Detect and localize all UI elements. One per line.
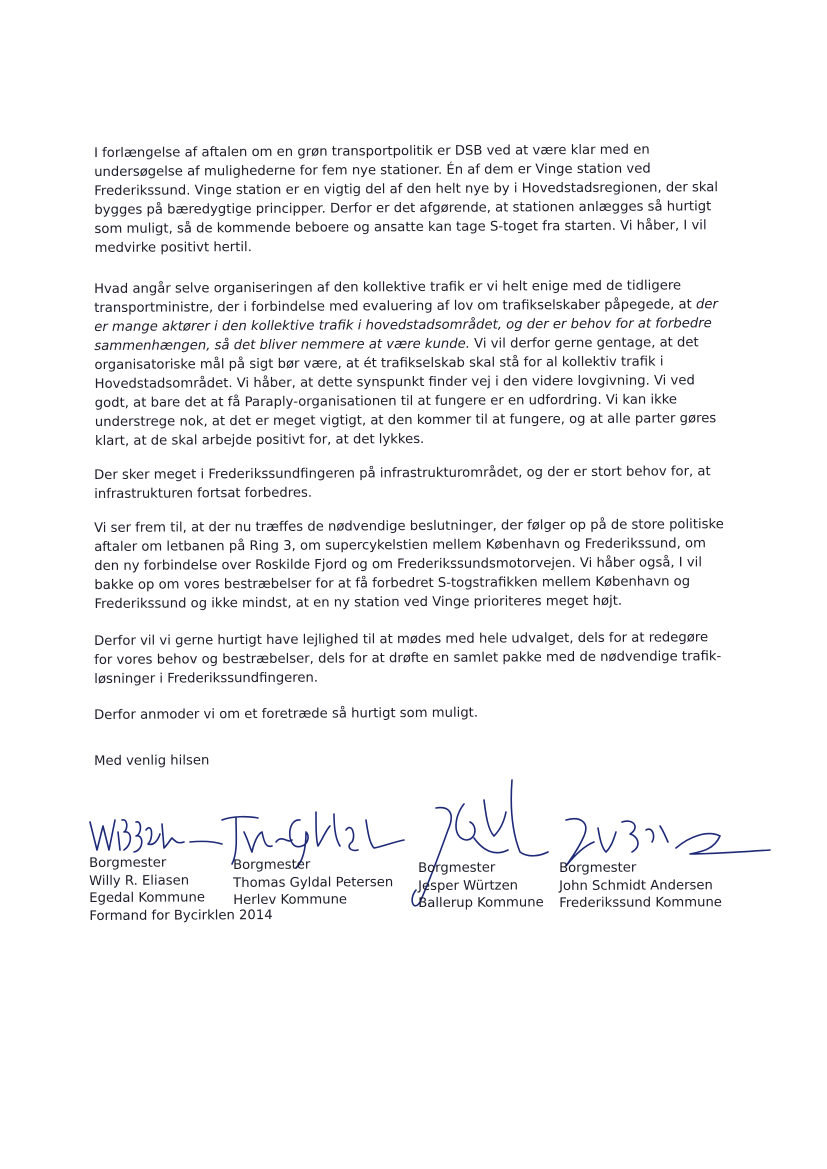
text-line: godt, at bare det at få Paraply-organisationen til at fungere er en udfordring. Vi kan ikke <box>94 392 678 411</box>
paragraph-audience-request <box>94 702 734 725</box>
signatory-title: Borgmester <box>89 855 167 871</box>
text-line: løsninger i Frederikssundfingeren. <box>94 670 319 687</box>
text-line: bygges på bæredygtige principper. Derfor er det afgørende, at stationen anlægges så hurtigt <box>94 199 712 218</box>
signatory-municipality: Frederikssund Kommune <box>559 895 722 911</box>
text-line: bakke op om vores bestræbelser for at få forbedret S-togstrafikken mellem København og <box>94 574 691 593</box>
signature-willy-eliasen <box>90 820 222 852</box>
signatory-4 <box>559 859 722 912</box>
text-line: infrastrukturen fortsat forbedres. <box>94 485 313 502</box>
italic-text: der <box>691 297 718 313</box>
text-line: Hvad angår selve organiseringen af den kollektive trafik er vi helt enige med de tidligere <box>94 278 682 297</box>
signatory-title: Borgmester <box>418 860 496 876</box>
text-line: Hovedstadsområdet. Vi håber, at dette synspunkt finder vej i den videre lovgivning. Vi ved <box>94 373 695 392</box>
text-line: den ny forbindelse over Roskilde Fjord og om Frederikssundsmotorvejen. Vi håber også, I vil <box>94 555 703 574</box>
text-segment: transportministre, der i forbindelse med evaluering af lov om trafikselskaber påpegede, at <box>94 297 692 316</box>
text-segment: Vi vil derfor gerne gentage, at det <box>469 335 699 352</box>
text-line: Derfor vil vi gerne hurtigt have lejlighed til at mødes med hele udvalget, dels for at redegøre <box>94 630 709 649</box>
text-line: Frederikssund og ikke mindst, at en ny station ved Vinge prioriteres meget højt. <box>94 593 623 612</box>
signatory-municipality: Ballerup Kommune <box>418 895 544 911</box>
text-line: I forlængelse af aftalen om en grøn transportpolitik er DSB ved at være klar med en <box>94 142 650 161</box>
signatory-name: Jesper Würtzen <box>418 877 519 894</box>
signatory-title: Borgmester <box>559 860 637 876</box>
text-line: klart, at de skal arbejde positivt for, at det lykkes. <box>94 431 425 449</box>
italic-text: er mange aktører i den kollektive trafik i hovedstadsområdet, og der er behov for at forbedre <box>94 316 712 335</box>
text-line: undersøgelse af mulighederne for fem nye stationer. Én af dem er Vinge station ved <box>94 161 651 180</box>
paragraph-decisions <box>94 515 735 614</box>
text-line: Der sker meget i Frederikssundfingeren på infrastrukturområdet, og der er stort behov for, at <box>94 464 711 483</box>
text-line: Med venlig hilsen <box>94 753 210 769</box>
text-line: medvirke positivt hertil. <box>94 240 252 256</box>
text-line: understrege nok, at det er meget vigtigt, at den kommer til at fungere, og at alle parter gøres <box>94 411 717 430</box>
signatory-municipality: Egedal Kommune <box>89 890 205 906</box>
signatory-role: Formand for Bycirklen 2014 <box>89 907 273 924</box>
signatory-name: Willy R. Eliasen <box>89 872 190 889</box>
signatory-3 <box>418 859 544 912</box>
text-line: organisatoriske mål på sigt bør være, at ét trafikselskab skal stå for al kollektiv trafik i <box>94 354 664 373</box>
paragraph-organisation <box>94 276 735 451</box>
signatory-name: John Schmidt Andersen <box>559 877 713 894</box>
paragraph-meeting-request <box>94 628 734 689</box>
italic-text: sammenhængen, så det bliver nemmere at være kunde. <box>94 336 470 354</box>
text-line: for vores behov og bestræbelser, dels for at drøfte en samlet pakke med de nødvendige trafik- <box>94 649 722 668</box>
signature-block <box>0 760 827 960</box>
text-line: Derfor anmoder vi om et foretræde så hurtigt som muligt. <box>94 705 479 723</box>
signatory-municipality: Herlev Kommune <box>233 892 348 908</box>
text-line: aftaler om letbanen på Ring 3, om supercykelstien mellem København og Frederikssund, om <box>94 536 706 555</box>
paragraph-infrastructure <box>94 462 734 504</box>
text-line: som muligt, så de kommende beboere og ansatte kan tage S-toget fra starten. Vi håber, I vil <box>94 218 707 237</box>
paragraph-dsb-stations <box>94 140 735 258</box>
text-line: Vi ser frem til, at der nu træffes de nødvendige beslutninger, der følger op på de store politiske <box>94 517 724 536</box>
signatory-name: Thomas Gyldal Petersen <box>233 874 394 891</box>
signatory-2 <box>233 856 393 909</box>
signatory-title: Borgmester <box>233 857 311 873</box>
text-line: Frederikssund. Vinge station er en vigtig del af den helt nye by i Hovedstadsregionen, der skal <box>94 180 719 199</box>
